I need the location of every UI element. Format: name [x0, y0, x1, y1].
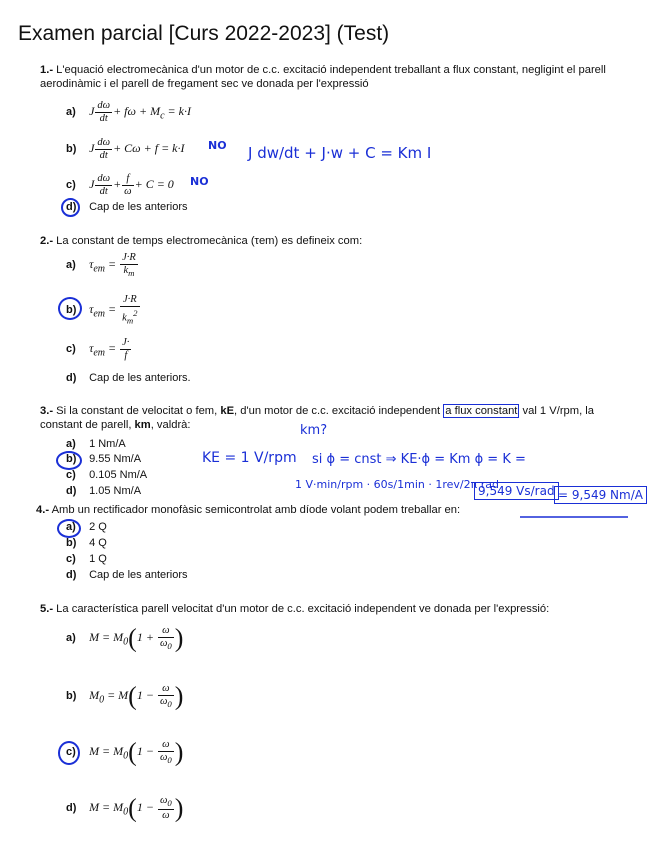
q2-option-a[interactable] [66, 252, 139, 279]
q1-option-b[interactable] [66, 137, 185, 162]
ke-symbol: kE [220, 405, 235, 417]
q1-b-equation: J $\frac{d\omega}{dt}$ + Cω + f = k·I [89, 137, 185, 161]
q2-option-c[interactable] [66, 337, 132, 362]
option-text: 1 Nm/A [89, 438, 126, 450]
q3-option-d[interactable] [66, 485, 141, 497]
question-number: 5.- [40, 603, 54, 615]
q2-b-equation: $\tau_{em}$ = $\frac{J\cdot R}{k_m^2}$ [89, 294, 138, 326]
option-text: Cap de les anteriors [89, 569, 188, 581]
option-label: d) [66, 201, 77, 213]
q4-option-d[interactable] [66, 569, 188, 581]
q2-option-d[interactable] [66, 372, 191, 384]
option-label: c) [66, 553, 76, 565]
question-text-3: val 1 V/rpm, la constant de parell, [40, 405, 595, 431]
q3-option-c[interactable] [66, 469, 147, 481]
q5-c-equation: $M = M_0(1$ − $\frac{\omega}{\omega_0}$ ) [89, 737, 184, 767]
option-label: a) [66, 521, 76, 533]
question-text-2: , d'un motor de c.c. excitació independent [234, 405, 444, 417]
option-label: b) [66, 143, 77, 156]
option-label: d) [66, 485, 77, 497]
option-text: Cap de les anteriors [89, 201, 188, 213]
option-text: 0.105 Nm/A [89, 469, 148, 481]
q1-c-no-mark: NO [190, 175, 209, 188]
q5-answer-circle [58, 741, 80, 765]
q5-option-c[interactable] [66, 739, 183, 766]
q3-result-vs-rad: 9,549 Vs/rad [474, 482, 559, 500]
question-text: La característica parell velocitat d'un motor de c.c. excitació independent ve donada per l'expressió: [56, 603, 550, 615]
q1-c-equation: J $\frac{d\omega}{dt}$ + $\frac{f}{\omega}$ + C = 0 [89, 173, 174, 197]
question-4 [36, 503, 636, 517]
question-text-1: Si la constant de velocitat o fem, [56, 405, 221, 417]
option-text: 1 Q [89, 553, 107, 565]
q1-b-no-mark: NO [208, 139, 227, 152]
question-text: La constant de temps electromecànica (τem) es defineix com: [56, 235, 363, 247]
question-5 [40, 602, 640, 616]
option-text: 4 Q [89, 537, 107, 549]
q1-handwritten-formula: J dw/dt + J·w + C = Km I [248, 144, 432, 162]
q3-unit-conversion: 1 V·min/rpm · 60s/1min · 1rev/2π rad [295, 478, 499, 491]
q1-option-d[interactable] [66, 201, 188, 213]
q3-km-question: km? [300, 423, 328, 438]
q5-option-b[interactable] [66, 683, 183, 710]
option-label: b) [66, 690, 77, 703]
question-number: 2.- [40, 235, 54, 247]
q5-d-equation: $M = M_0(1$ − $\frac{\omega_0}{\omega}$ ) [89, 793, 184, 823]
option-label: d) [66, 802, 77, 815]
q1-a-equation: J $\frac{d\omega}{dt}$ + $f\omega + M_c = k\cdot I$ [89, 100, 191, 124]
option-label: c) [66, 469, 76, 481]
q5-a-equation: $M = M_0(1$ + $\frac{\omega}{\omega_0}$ ) [89, 623, 184, 653]
option-text: 1.05 Nm/A [89, 485, 142, 497]
option-text: Cap de les anteriors. [89, 372, 191, 384]
option-label: a) [66, 632, 76, 645]
q1-option-a[interactable] [66, 100, 191, 125]
option-label: a) [66, 438, 76, 450]
option-label: c) [66, 179, 76, 192]
q3-answer-circle [56, 451, 82, 470]
option-label: b) [66, 453, 77, 465]
option-label: d) [66, 372, 77, 384]
q2-c-equation: $\tau_{em}$ = $\frac{J\cdot}{f}$ [89, 337, 130, 361]
q5-option-d[interactable] [66, 795, 183, 822]
page-title: Examen parcial [Curs 2022-2023] (Test) [18, 22, 390, 45]
question-number: 4.- [36, 504, 50, 516]
flux-constant-boxed: a flux constant [445, 405, 518, 417]
question-number: 3.- [40, 405, 54, 417]
question-text: L'equació electromecànica d'un motor de c.c. excitació independent treballant a flux constant, negligint el parell aerodinàmic i el parell de fregament sec ve donada per l'expressió [40, 64, 606, 90]
q2-answer-circle [58, 297, 82, 320]
option-label: c) [66, 343, 76, 356]
option-label: b) [66, 304, 77, 317]
option-label: c) [66, 746, 76, 759]
option-label: d) [66, 569, 77, 581]
question-1 [40, 63, 640, 91]
q2-a-equation: $\tau_{em}$ = $\frac{J\cdot R}{k_m}$ [89, 252, 136, 279]
q3-result-nm-a: = 9,549 Nm/A [554, 486, 647, 504]
q1-answer-circle [61, 198, 80, 217]
option-text: 9.55 Nm/A [89, 453, 142, 465]
q4-answer-circle [57, 519, 81, 538]
option-label: a) [66, 259, 76, 272]
question-number: 1.- [40, 64, 54, 76]
option-text: 2 Q [89, 521, 107, 533]
option-label: a) [66, 106, 76, 119]
q4-option-c[interactable] [66, 553, 107, 565]
q3-ke-value: KE = 1 V/rpm [202, 450, 297, 466]
km-symbol: km [134, 419, 151, 431]
question-text-4: , valdrà: [150, 419, 191, 431]
q4-option-b[interactable] [66, 537, 107, 549]
question-text: Amb un rectificador monofàsic semicontrolat amb díode volant podem treballar en: [51, 504, 461, 516]
question-2 [40, 234, 640, 248]
q3-flux-relation: si ϕ = cnst ⇒ KE·ϕ = Km ϕ = K = [312, 452, 526, 467]
option-label: b) [66, 537, 77, 549]
q5-b-equation: $M_0 = M(1$ − $\frac{\omega}{\omega_0}$ ) [89, 681, 184, 711]
q3-option-a[interactable] [66, 438, 126, 450]
q5-option-a[interactable] [66, 625, 183, 652]
q1-option-c[interactable] [66, 173, 174, 198]
